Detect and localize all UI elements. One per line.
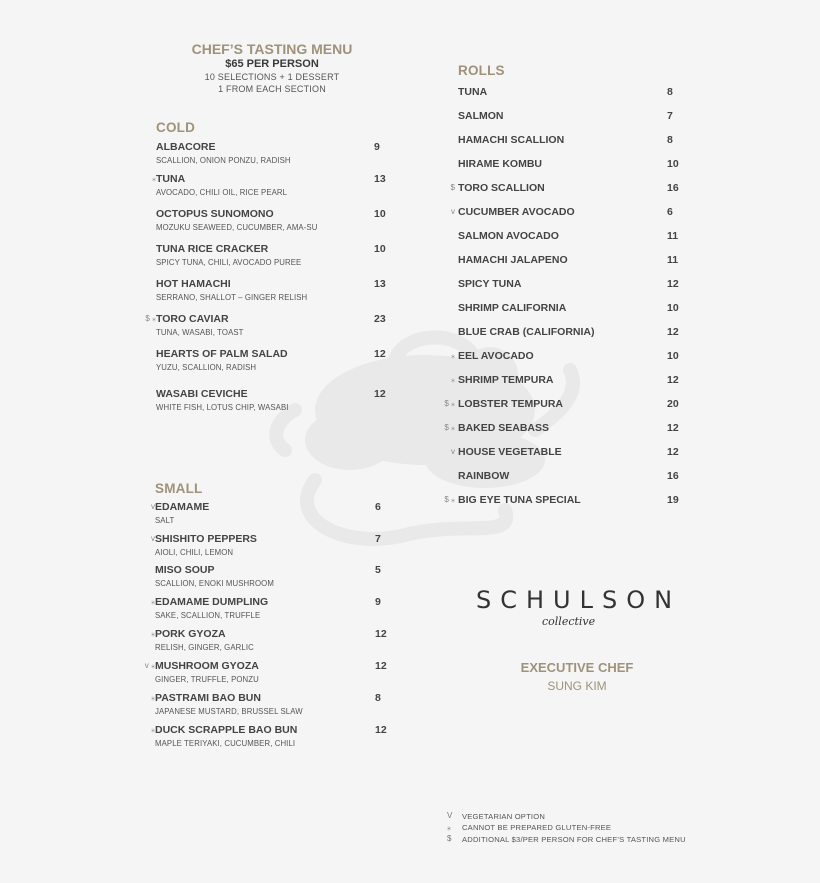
menu-item-description: JAPANESE MUSTARD, BRUSSEL SLAW: [155, 707, 303, 716]
menu-item-price: 23: [374, 313, 386, 325]
menu-item-description: SALT: [155, 516, 175, 525]
menu-item-name: ALBACORE: [156, 141, 216, 153]
menu-item-name: SHRIMP TEMPURA: [458, 374, 554, 386]
item-marker: $ ⁎: [444, 495, 455, 504]
menu-item-price: 10: [667, 158, 679, 170]
menu-item-name: HOUSE VEGETABLE: [458, 446, 562, 458]
menu-item-name: EDAMAME DUMPLING: [155, 596, 269, 608]
item-marker: $ ⁎: [444, 423, 455, 432]
legend-text: CANNOT BE PREPARED GLUTEN-FREE: [462, 823, 612, 832]
menu-item-price: 12: [374, 388, 386, 400]
menu-item-price: 8: [667, 134, 673, 146]
item-marker: ⁎: [151, 693, 155, 702]
menu-item-name: MUSHROOM GYOZA: [155, 660, 259, 672]
menu-item-price: 16: [667, 182, 679, 194]
menu-item-price: 7: [667, 110, 673, 122]
menu-item-price: 10: [374, 208, 386, 220]
menu-item-price: 11: [667, 230, 679, 242]
menu-item-description: SAKE, SCALLION, TRUFFLE: [155, 611, 261, 620]
item-marker: v: [151, 534, 155, 543]
tasting-menu-line: 10 SELECTIONS + 1 DESSERT: [204, 72, 340, 82]
executive-chef-name: SUNG KIM: [547, 679, 607, 693]
tasting-menu-price: $65 PER PERSON: [225, 58, 319, 70]
section-title-rolls: ROLLS: [458, 63, 505, 78]
item-marker: $ ⁎: [145, 314, 156, 323]
menu-item-description: TUNA, WASABI, TOAST: [156, 328, 244, 337]
brand-logo: SCHULSON: [476, 586, 682, 614]
menu-item-description: SPICY TUNA, CHILI, AVOCADO PUREE: [156, 258, 302, 267]
menu-item-price: 16: [667, 470, 679, 482]
menu-item-description: SERRANO, SHALLOT – GINGER RELISH: [156, 293, 308, 302]
menu-item-description: GINGER, TRUFFLE, PONZU: [155, 675, 259, 684]
menu-item-price: 5: [375, 564, 381, 576]
menu-item-price: 6: [375, 501, 381, 513]
item-marker: ⁎: [151, 597, 155, 606]
menu-item-description: SCALLION, ONION PONZU, RADISH: [156, 156, 291, 165]
menu-item-name: RAINBOW: [458, 470, 510, 482]
menu-item-name: TORO SCALLION: [458, 182, 545, 194]
menu-item-price: 12: [667, 326, 679, 338]
menu-item-name: TUNA: [156, 173, 186, 185]
menu-item-name: HIRAME KOMBU: [458, 158, 542, 170]
menu-item-name: HOT HAMACHI: [156, 278, 231, 290]
item-marker: v: [451, 447, 455, 456]
menu-item-name: LOBSTER TEMPURA: [458, 398, 563, 410]
menu-item-name: SHRIMP CALIFORNIA: [458, 302, 567, 314]
item-marker: v: [451, 207, 455, 216]
menu-item-name: HAMACHI JALAPENO: [458, 254, 568, 266]
menu-item-name: WASABI CEVICHE: [156, 388, 248, 400]
legend-text: VEGETARIAN OPTION: [462, 811, 546, 821]
menu-item-name: BAKED SEABASS: [458, 422, 550, 434]
menu-item-description: YUZU, SCALLION, RADISH: [156, 363, 257, 372]
legend-marker: $: [447, 834, 452, 843]
menu-item-price: 12: [375, 724, 387, 736]
section-title-cold: COLD: [156, 120, 196, 135]
tasting-menu-title: CHEF’S TASTING MENU: [191, 41, 353, 57]
menu-item-description: SCALLION, ENOKI MUSHROOM: [155, 579, 274, 588]
menu-item-price: 6: [667, 206, 673, 218]
menu-item-price: 12: [667, 446, 679, 458]
menu-item-price: 12: [375, 628, 387, 640]
menu-item-name: BIG EYE TUNA SPECIAL: [458, 494, 581, 506]
menu-item-price: 11: [667, 254, 679, 266]
executive-chef-title: EXECUTIVE CHEF: [520, 660, 634, 675]
menu-item-price: 12: [374, 348, 386, 360]
item-marker: v ⁎: [144, 661, 155, 670]
menu-item-price: 20: [667, 398, 679, 410]
menu-item-price: 13: [374, 278, 386, 290]
menu-item-price: 12: [667, 278, 679, 290]
menu-item-price: 12: [667, 374, 679, 386]
menu-item-name: PASTRAMI BAO BUN: [155, 692, 261, 704]
menu-item-description: MAPLE TERIYAKI, CUCUMBER, CHILI: [155, 739, 296, 748]
item-marker: ⁎: [151, 629, 155, 638]
menu-item-name: SPICY TUNA: [458, 278, 522, 290]
menu-item-name: SHISHITO PEPPERS: [155, 533, 257, 545]
item-marker: ⁎: [451, 351, 455, 360]
menu-item-name: TUNA: [458, 86, 488, 98]
menu-item-name: BLUE CRAB (CALIFORNIA): [458, 326, 595, 338]
menu-item-name: SALMON: [458, 110, 504, 122]
menu-item-name: DUCK SCRAPPLE BAO BUN: [155, 724, 298, 736]
menu-item-price: 13: [374, 173, 386, 185]
menu-item-price: 10: [374, 243, 386, 255]
menu-item-price: 12: [667, 422, 679, 434]
item-marker: ⁎: [152, 174, 156, 183]
menu-item-name: PORK GYOZA: [155, 628, 226, 640]
tasting-menu-line: 1 FROM EACH SECTION: [218, 84, 326, 94]
menu-item-name: MISO SOUP: [155, 564, 215, 576]
menu-item-price: 10: [667, 350, 679, 362]
menu-item-name: TORO CAVIAR: [156, 313, 229, 325]
legend-marker: ⁎: [447, 822, 451, 832]
menu-item-price: 9: [375, 596, 381, 608]
menu-item-name: OCTOPUS SUNOMONO: [156, 208, 274, 220]
menu-item-price: 9: [374, 141, 380, 153]
menu-item-price: 7: [375, 533, 381, 545]
menu-item-name: HEARTS OF PALM SALAD: [156, 348, 288, 360]
menu-item-description: RELISH, GINGER, GARLIC: [155, 643, 254, 652]
menu-item-name: TUNA RICE CRACKER: [156, 243, 269, 255]
menu-item-description: AVOCADO, CHILI OIL, RICE PEARL: [156, 188, 288, 197]
legend-text: ADDITIONAL $3/PER PERSON FOR CHEF’S TASTING MENU: [462, 834, 686, 844]
menu-item-price: 12: [375, 660, 387, 672]
menu-item-description: AIOLI, CHILI, LEMON: [155, 548, 234, 557]
menu-item-description: WHITE FISH, LOTUS CHIP, WASABI: [156, 403, 289, 412]
menu-item-name: EEL AVOCADO: [458, 350, 534, 362]
menu-item-name: EDAMAME: [155, 501, 210, 513]
section-title-small: SMALL: [155, 481, 203, 496]
item-marker: ⁎: [451, 375, 455, 384]
menu-item-price: 8: [375, 692, 381, 704]
menu-item-description: MOZUKU SEAWEED, CUCUMBER, AMA-SU: [156, 223, 318, 232]
menu-item-price: 8: [667, 86, 673, 98]
legend-marker: V: [447, 811, 453, 820]
menu-item-name: CUCUMBER AVOCADO: [458, 206, 575, 218]
menu-item-name: HAMACHI SCALLION: [458, 134, 565, 146]
menu-item-name: SALMON AVOCADO: [458, 230, 559, 242]
item-marker: $ ⁎: [444, 399, 455, 408]
item-marker: ⁎: [151, 725, 155, 734]
brand-logo-subtitle: collective: [542, 615, 596, 628]
item-marker: v: [151, 502, 155, 511]
menu-item-price: 19: [667, 494, 679, 506]
menu-item-price: 10: [667, 302, 679, 314]
item-marker: $: [450, 183, 455, 192]
